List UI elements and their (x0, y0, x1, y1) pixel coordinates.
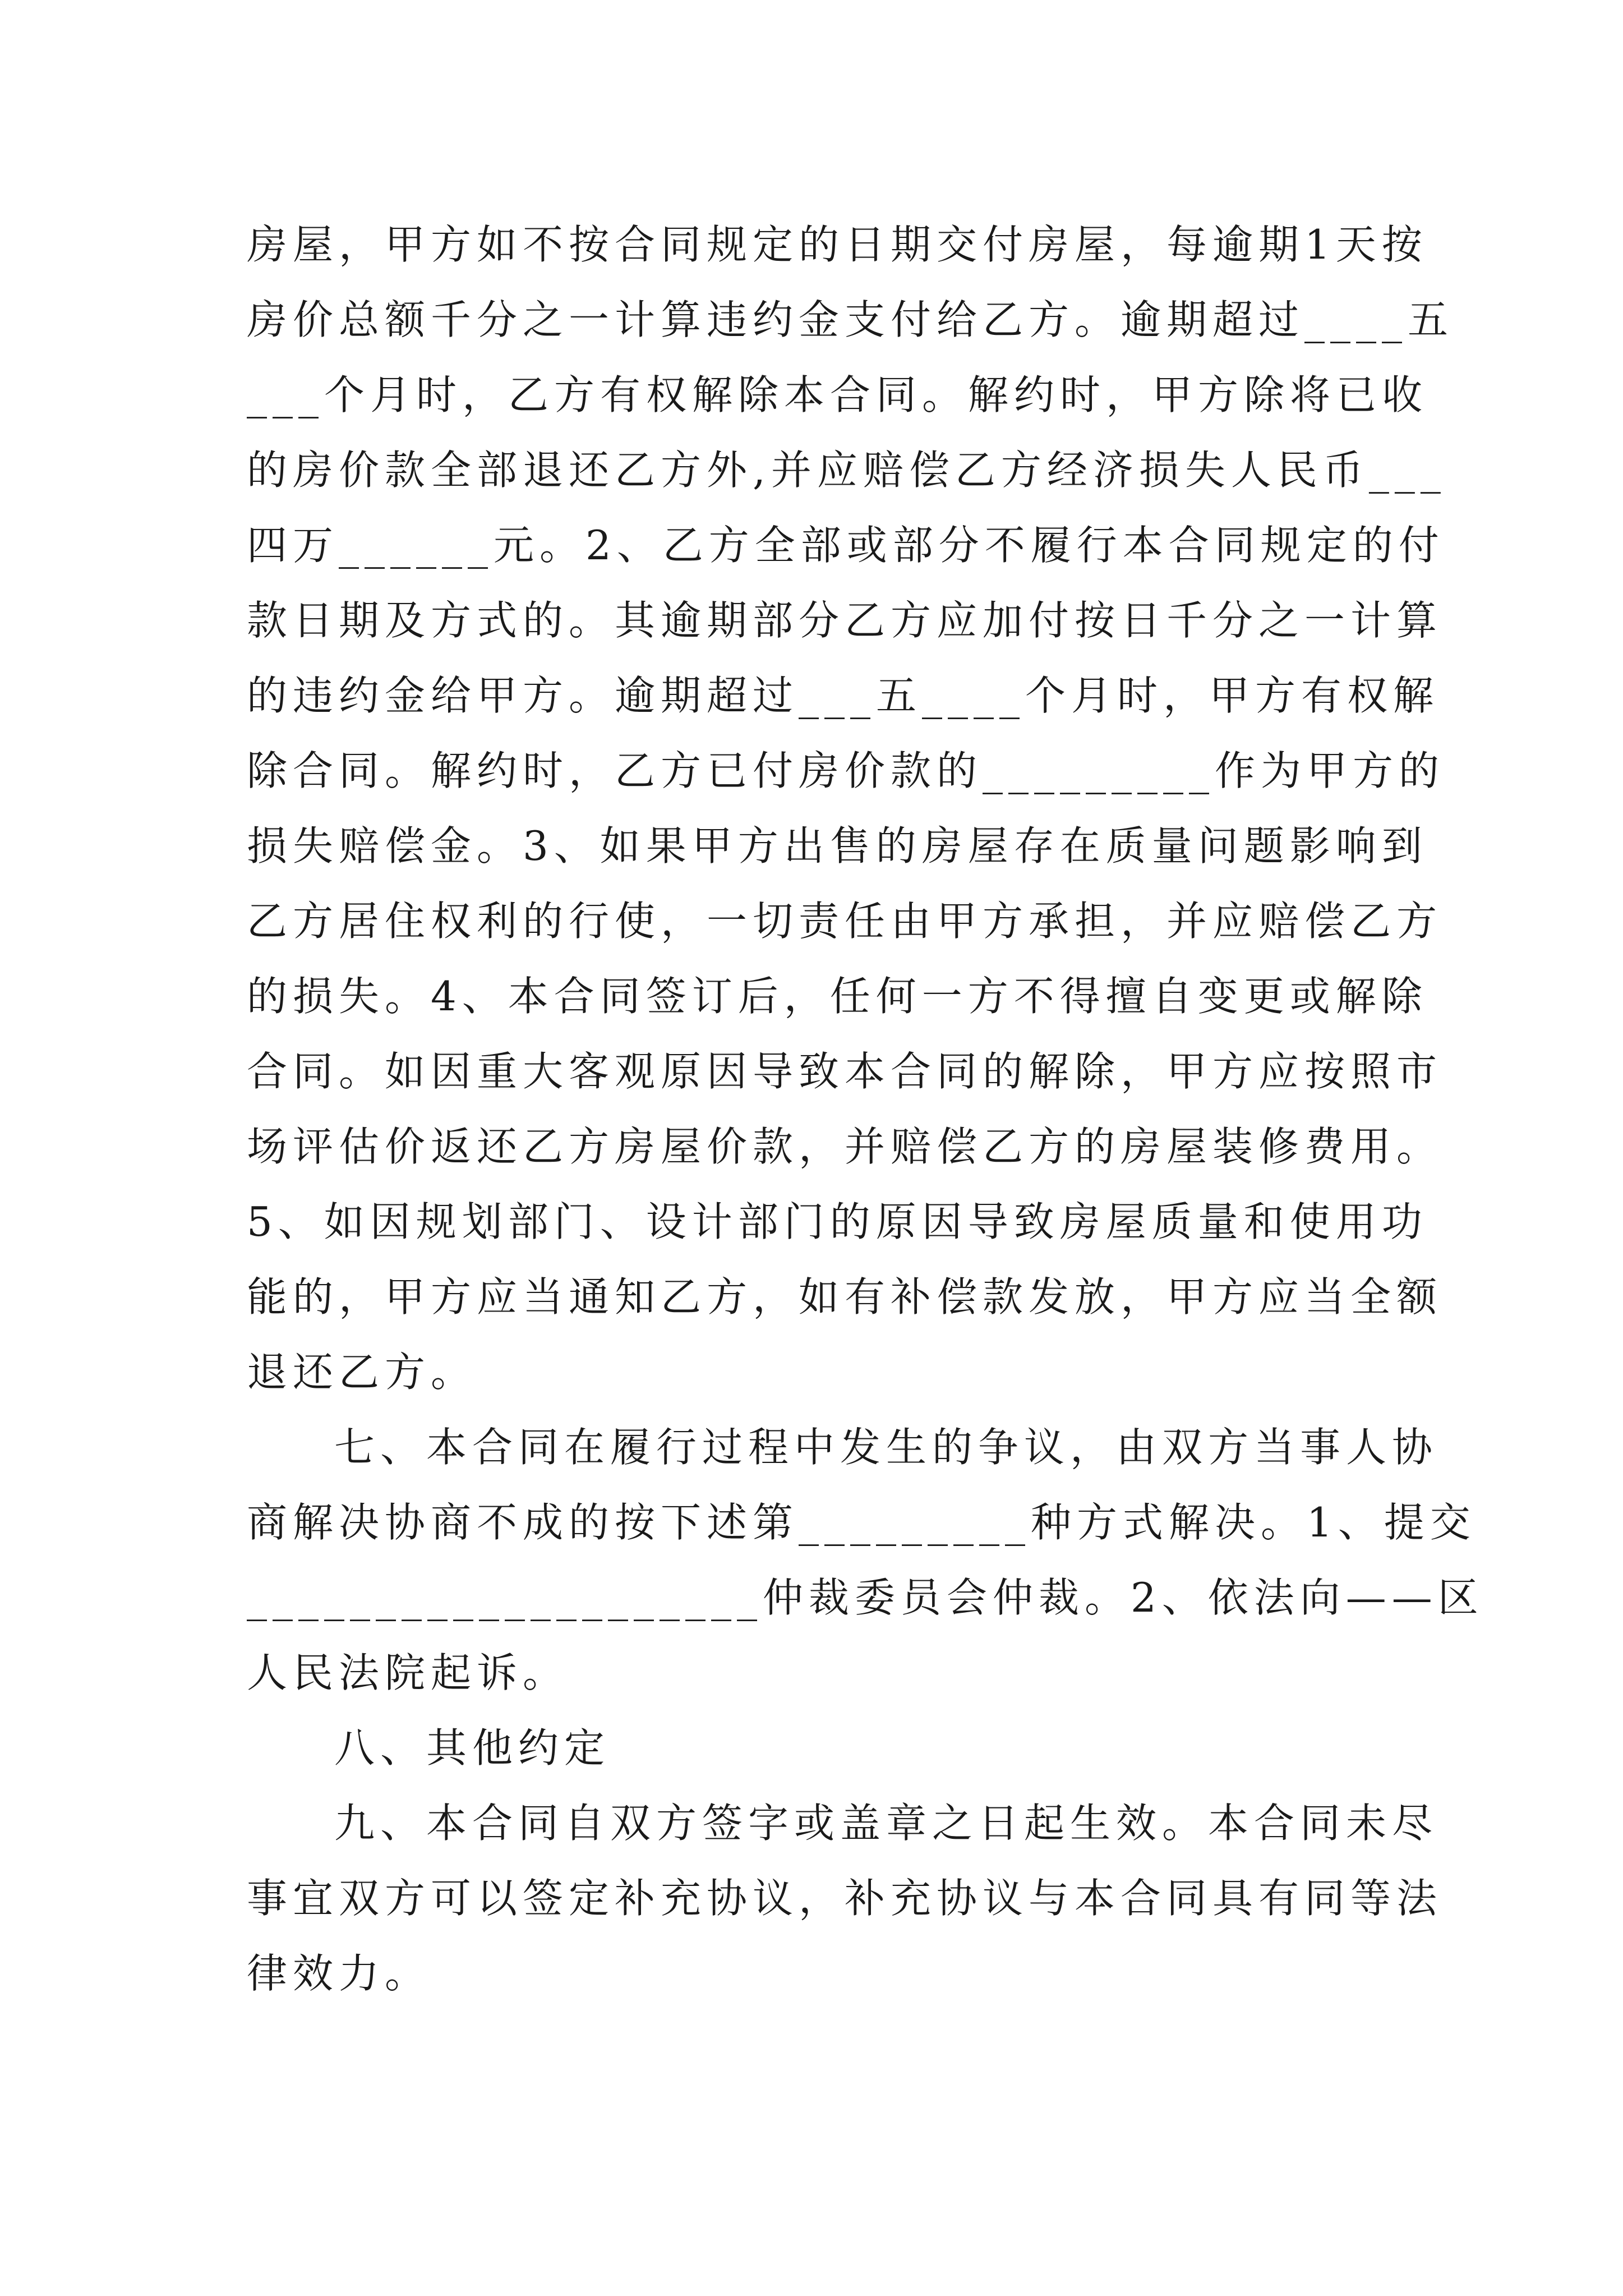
text-line: 律效力。 (247, 1950, 431, 1997)
text-line: 商解决协商不成的按下述第_________种方式解决。1、提交 (247, 1499, 1476, 1546)
section-heading: 八、其他约定 (334, 1724, 611, 1772)
text-line: 的违约金给甲方。逾期超过___五____个月时，甲方有权解 (247, 672, 1440, 719)
text-line: 合同。如因重大客观原因导致本合同的解除，甲方应按照市 (247, 1048, 1443, 1095)
text-line: 人民法院起诉。 (247, 1649, 569, 1696)
text-line: 退还乙方。 (247, 1349, 477, 1396)
text-line: 款日期及方式的。其逾期部分乙方应加付按日千分之一计算 (247, 597, 1443, 644)
text-line: 5、如因规划部门、设计部门的原因导致房屋质量和使用功 (247, 1198, 1428, 1245)
text-line: 九、本合同自双方签字或盖章之日起生效。本合同未尽 (334, 1800, 1438, 1847)
text-line: 的损失。4、本合同签订后，任何一方不得擅自变更或解除 (247, 973, 1428, 1020)
text-line: 乙方居住权利的行使，一切责任由甲方承担，并应赔偿乙方 (247, 898, 1443, 945)
text-line: ___个月时，乙方有权解除本合同。解约时，甲方除将已收 (247, 371, 1428, 418)
text-line: 房价总额千分之一计算违约金支付给乙方。逾期超过____五 (247, 296, 1454, 343)
text-line: 场评估价返还乙方房屋价款，并赔偿乙方的房屋装修费用。 (247, 1123, 1443, 1170)
text-line: 房屋，甲方如不按合同规定的日期交付房屋，每逾期1天按 (247, 221, 1428, 268)
text-line: 的房价款全部退还乙方外,并应赔偿乙方经济损失人民币___ (247, 447, 1446, 494)
text-line: 能的，甲方应当通知乙方，如有补偿款发放，甲方应当全额 (247, 1273, 1443, 1320)
text-line: 四万______元。2、乙方全部或部分不履行本合同规定的付 (247, 522, 1445, 569)
text-line: ____________________仲裁委员会仲裁。2、依法向——区 (247, 1574, 1484, 1621)
text-line: 损失赔偿金。3、如果甲方出售的房屋存在质量问题影响到 (247, 822, 1428, 869)
text-line: 除合同。解约时，乙方已付房价款的_________作为甲方的 (247, 747, 1445, 794)
text-line: 事宜双方可以签定补充协议，补充协议与本合同具有同等法 (247, 1875, 1443, 1922)
text-line: 七、本合同在履行过程中发生的争议，由双方当事人协 (334, 1424, 1438, 1471)
